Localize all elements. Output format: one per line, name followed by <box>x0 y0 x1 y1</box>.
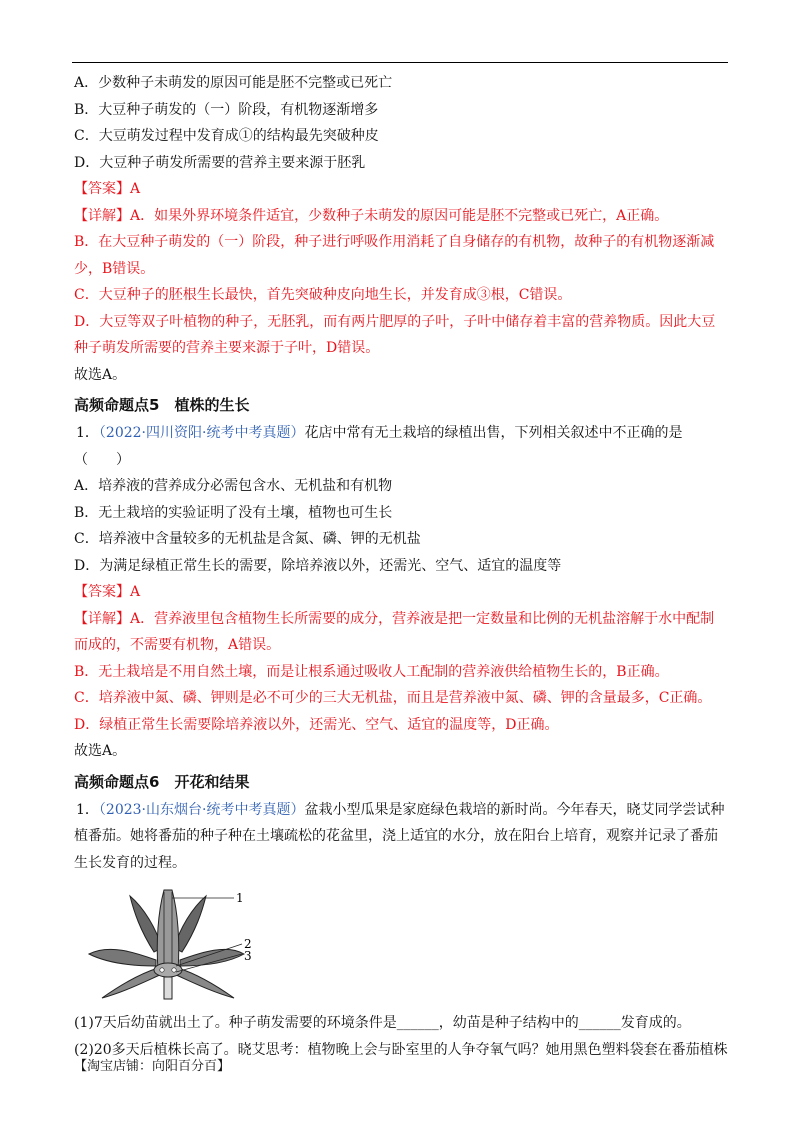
conclusion: 故选A。 <box>74 366 127 383</box>
question-stem <box>74 420 730 447</box>
figure-label-2: 2 <box>244 937 252 951</box>
page-content <box>74 70 730 1063</box>
detail-line: 种子萌发所需要的营养主要来源于子叶，D错误。 <box>74 340 380 356</box>
flower-illustration <box>84 882 264 1004</box>
detail-line: C．大豆种子的胚根生长最快，首先突破种皮向地生长，并发育成③根，C错误。 <box>74 287 572 303</box>
question-number: 1． <box>76 425 99 441</box>
question-number: 1． <box>76 801 99 818</box>
option-b: B．无土栽培的实验证明了没有土壤，植物也可生长 <box>74 504 393 521</box>
question-source: （2022·四川资阳·统考中考真题） <box>98 425 305 441</box>
section-heading: 高频命题点5 植株的生长 <box>74 396 250 414</box>
question-text: 盆栽小型瓜果是家庭绿色栽培的新时尚。今年春天，晓艾同学尝试种 <box>304 801 725 818</box>
question-text: 植番茄。她将番茄的种子种在土壤疏松的花盆里，浇上适宜的水分，放在阳台上培育，观察并记录了番茄 <box>74 828 718 844</box>
option-c: C．大豆萌发过程中发育成①的结构最先突破种皮 <box>74 128 379 144</box>
footer-shop: 【淘宝店铺：向阳百分百】 <box>74 1059 231 1074</box>
sub-question-2: (2)20多天后植株长高了。晓艾思考：植物晚上会与卧室里的人争夺氧气吗？她用黑色塑料袋套在番茄植株 <box>74 1041 728 1058</box>
option-a: A．培养液的营养成分必需包含水、无机盐和有机物 <box>74 478 393 494</box>
question-stem <box>74 797 730 824</box>
answer-label: 【答案】A <box>74 181 141 197</box>
detail-line: 少，B错误。 <box>74 260 155 277</box>
section-heading: 高频命题点6 开花和结果 <box>74 772 250 791</box>
detail-line: 【详解】A．如果外界环境条件适宜，少数种子未萌发的原因可能是胚不完整或已死亡，A正确。 <box>74 207 669 224</box>
answer-label: 【答案】A <box>74 584 141 600</box>
flower-diagram <box>84 882 730 1004</box>
detail-line: B．无土栽培是不用自然土壤，而是让根系通过吸收人工配制的营养液供给植物生长的，B正确。 <box>74 663 669 680</box>
figure-label-1: 1 <box>236 891 244 905</box>
sub-question-1: (1)7天后幼苗就出土了。种子萌发需要的环境条件是______，幼苗是种子结构中的______发育成的。 <box>74 1015 691 1031</box>
answer-paren: （ ） <box>74 451 130 468</box>
option-d: D．为满足绿植正常生长的需要，除培养液以外，还需光、空气、适宜的温度等 <box>74 557 562 574</box>
option-a: A．少数种子未萌发的原因可能是胚不完整或已死亡 <box>74 75 393 91</box>
option-b: B．大豆种子萌发的（一）阶段，有机物逐渐增多 <box>74 101 379 118</box>
detail-line: D．大豆等双子叶植物的种子，无胚乳，而有两片肥厚的子叶，子叶中储存着丰富的营养物质。因此大豆 <box>74 313 716 330</box>
detail-line: D．绿植正常生长需要除培养液以外，还需光、空气、适宜的温度等，D正确。 <box>74 716 559 733</box>
header-rule <box>72 62 728 63</box>
detail-line: C．培养液中氮、磷、钾则是必不可少的三大无机盐，而且是营养液中氮、磷、钾的含量最多，C正确。 <box>74 690 712 706</box>
conclusion: 故选A。 <box>74 743 127 759</box>
question-text: 生长发育的过程。 <box>74 854 186 871</box>
detail-line: B．在大豆种子萌发的（一）阶段，种子进行呼吸作用消耗了自身储存的有机物，故种子的有机物逐渐减 <box>74 234 715 250</box>
option-d: D．大豆种子萌发所需要的营养主要来源于胚乳 <box>74 154 366 171</box>
detail-line: 【详解】A．营养液里包含植物生长所需要的成分，营养液是把一定数量和比例的无机盐溶解于水中配制 <box>74 610 715 627</box>
figure-label-3: 3 <box>244 949 252 963</box>
question-text: 花店中常有无土栽培的绿植出售，下列相关叙述中不正确的是 <box>304 425 683 441</box>
option-c: C．培养液中含量较多的无机盐是含氮、磷、钾的无机盐 <box>74 531 421 547</box>
detail-line: 而成的，不需要有机物，A错误。 <box>74 637 281 653</box>
question-source: （2023·山东烟台·统考中考真题） <box>98 801 305 818</box>
